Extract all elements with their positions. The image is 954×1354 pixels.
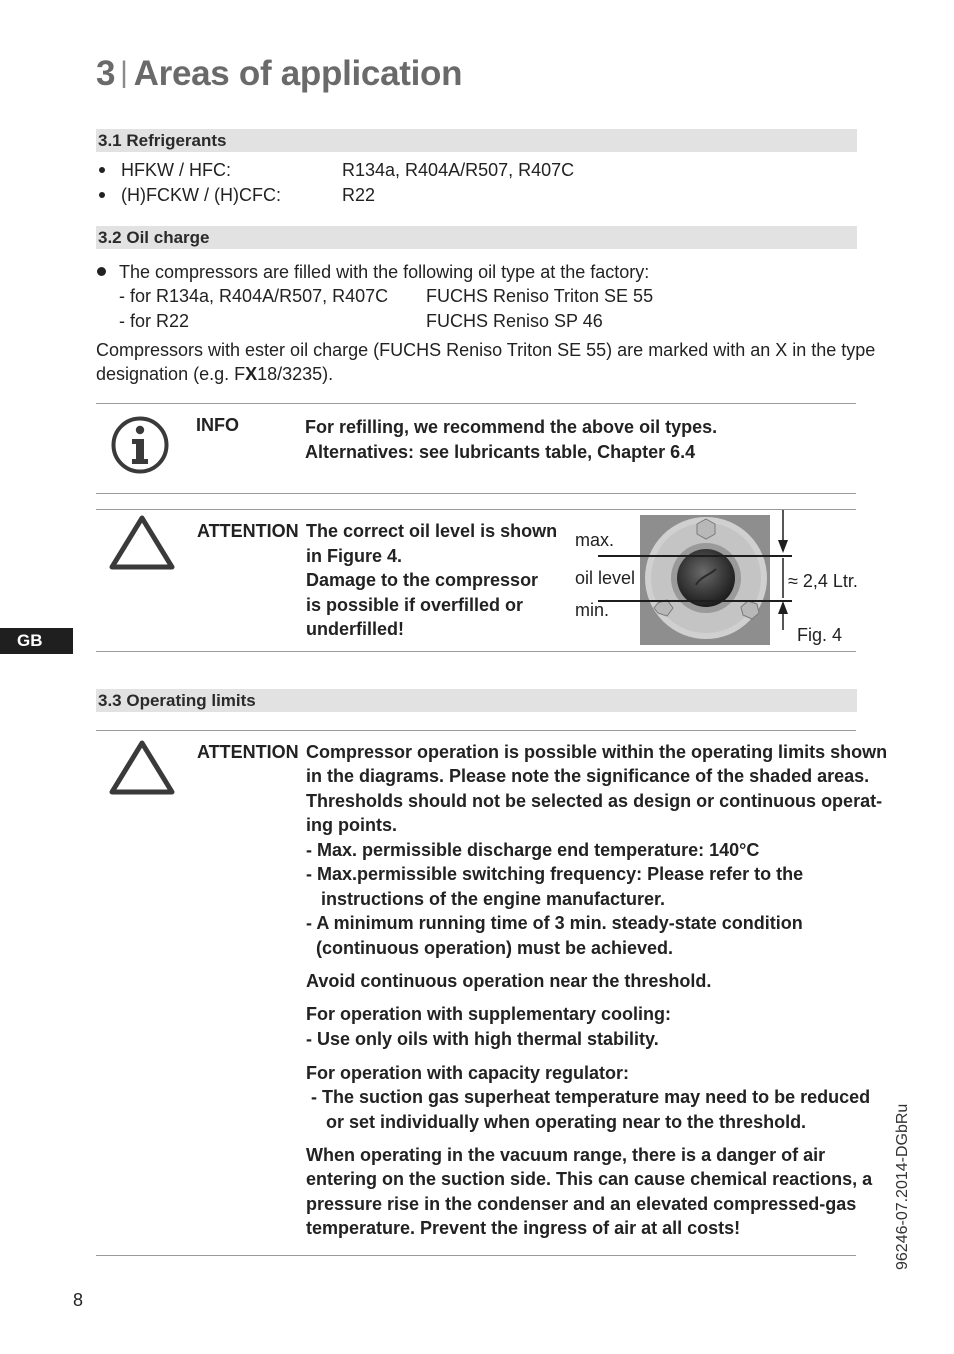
limits-text-line: (continuous operation) must be achieved.: [306, 938, 674, 958]
fig-max-label: max.: [575, 530, 615, 550]
bullet-icon: [99, 192, 105, 198]
info-label: INFO: [196, 415, 239, 435]
oil-row-value: FUCHS Reniso Triton SE 55: [426, 286, 654, 306]
oil-row-value: FUCHS Reniso SP 46: [426, 311, 603, 331]
oil-note-line: Compressors with ester oil charge (FUCHS Reniso Triton SE 55) are marked with an X in the type: [96, 340, 876, 360]
divider: [96, 493, 856, 494]
warning-triangle-icon: [108, 738, 176, 796]
bullet-icon: [99, 167, 105, 173]
fig-volume-label: ≈ 2,4 Ltr.: [788, 571, 858, 591]
attention-label: ATTENTION: [197, 521, 299, 541]
oil-sight-glass-figure: [640, 515, 770, 645]
attention-text-line: underfilled!: [306, 619, 404, 639]
limits-text-line: Compressor operation is possible within the operating limits shown: [306, 742, 888, 762]
limits-text-line: entering on the suction side. This can cause chemical reactions, a: [306, 1169, 873, 1189]
limits-text-line: For operation with supplementary cooling:: [306, 1004, 672, 1024]
type-marker-x: X: [245, 364, 258, 384]
section-heading-oil-charge: 3.2 Oil charge: [96, 226, 857, 249]
info-icon: [110, 415, 170, 475]
attention-label: ATTENTION: [197, 742, 299, 762]
limits-text-line: - A minimum running time of 3 min. steady-state condition: [306, 913, 803, 933]
limits-text-line: in the diagrams. Please note the significance of the shaded areas.: [306, 766, 870, 786]
divider: [96, 509, 856, 510]
divider: [96, 651, 856, 652]
limits-text-line: pressure rise in the condenser and an elevated compressed-gas: [306, 1194, 857, 1214]
title-separator: |: [120, 56, 128, 89]
bullet-icon: [97, 267, 106, 276]
attention-text-line: in Figure 4.: [306, 546, 403, 566]
oil-intro: The compressors are filled with the following oil type at the factory:: [119, 262, 650, 282]
divider: [96, 730, 856, 731]
fig-min-label: min.: [575, 600, 610, 620]
refrigerant-label: (H)FCKW / (H)CFC:: [121, 185, 281, 205]
max-level-line: [598, 555, 792, 557]
section-heading-refrigerants: 3.1 Refrigerants: [96, 129, 857, 152]
limits-text-line: - Max.permissible switching frequency: Please refer to the: [306, 864, 804, 884]
limits-text-line: - Max. permissible discharge end temperature: 140°C: [306, 840, 760, 860]
document-code: 96246-07.2014-DGbRu: [894, 1103, 911, 1270]
page-number: 8: [73, 1290, 84, 1310]
attention-text-line: The correct oil level is shown: [306, 521, 558, 541]
limits-text-line: When operating in the vacuum range, there is a danger of air: [306, 1145, 826, 1165]
warning-triangle-icon: [108, 513, 176, 571]
fig-oil-level-label: oil level: [575, 568, 636, 588]
min-level-line: [598, 600, 792, 602]
refrigerant-value: R134a, R404A/R507, R407C: [342, 160, 575, 180]
fig-caption: Fig. 4: [797, 625, 843, 645]
language-tab: GB: [0, 628, 73, 654]
limits-text-line: - Use only oils with high thermal stability.: [306, 1029, 659, 1049]
attention-text-line: is possible if overfilled or: [306, 595, 524, 615]
chapter-number: 3: [96, 54, 116, 93]
limits-text-line: Avoid continuous operation near the threshold.: [306, 971, 712, 991]
info-text-line: For refilling, we recommend the above oil types.: [305, 417, 718, 437]
chapter-title: Areas of application: [133, 54, 463, 93]
oil-row-label: - for R22: [119, 311, 190, 331]
limits-text-line: Thresholds should not be selected as design or continuous operat-: [306, 791, 883, 811]
limits-text-line: or set individually when operating near to the threshold.: [306, 1112, 807, 1132]
refrigerant-value: R22: [342, 185, 376, 205]
oil-row-label: - for R134a, R404A/R507, R407C: [119, 286, 389, 306]
divider: [96, 1255, 856, 1256]
divider: [96, 403, 856, 404]
page-title: [96, 54, 462, 94]
section-heading-operating-limits: 3.3 Operating limits: [96, 689, 857, 712]
limits-text-line: For operation with capacity regulator:: [306, 1063, 630, 1083]
limits-text-line: temperature. Prevent the ingress of air at all costs!: [306, 1218, 741, 1238]
limits-text-line: instructions of the engine manufacturer.: [306, 889, 666, 909]
oil-note-line: designation (e.g. FX18/3235).: [96, 364, 334, 384]
refrigerant-label: HFKW / HFC:: [121, 160, 231, 180]
info-text-line: Alternatives: see lubricants table, Chapter 6.4: [305, 442, 696, 462]
limits-text-line: - The suction gas superheat temperature may need to be reduced: [306, 1087, 871, 1107]
attention-text-line: Damage to the compressor: [306, 570, 539, 590]
limits-text-line: ing points.: [306, 815, 397, 835]
